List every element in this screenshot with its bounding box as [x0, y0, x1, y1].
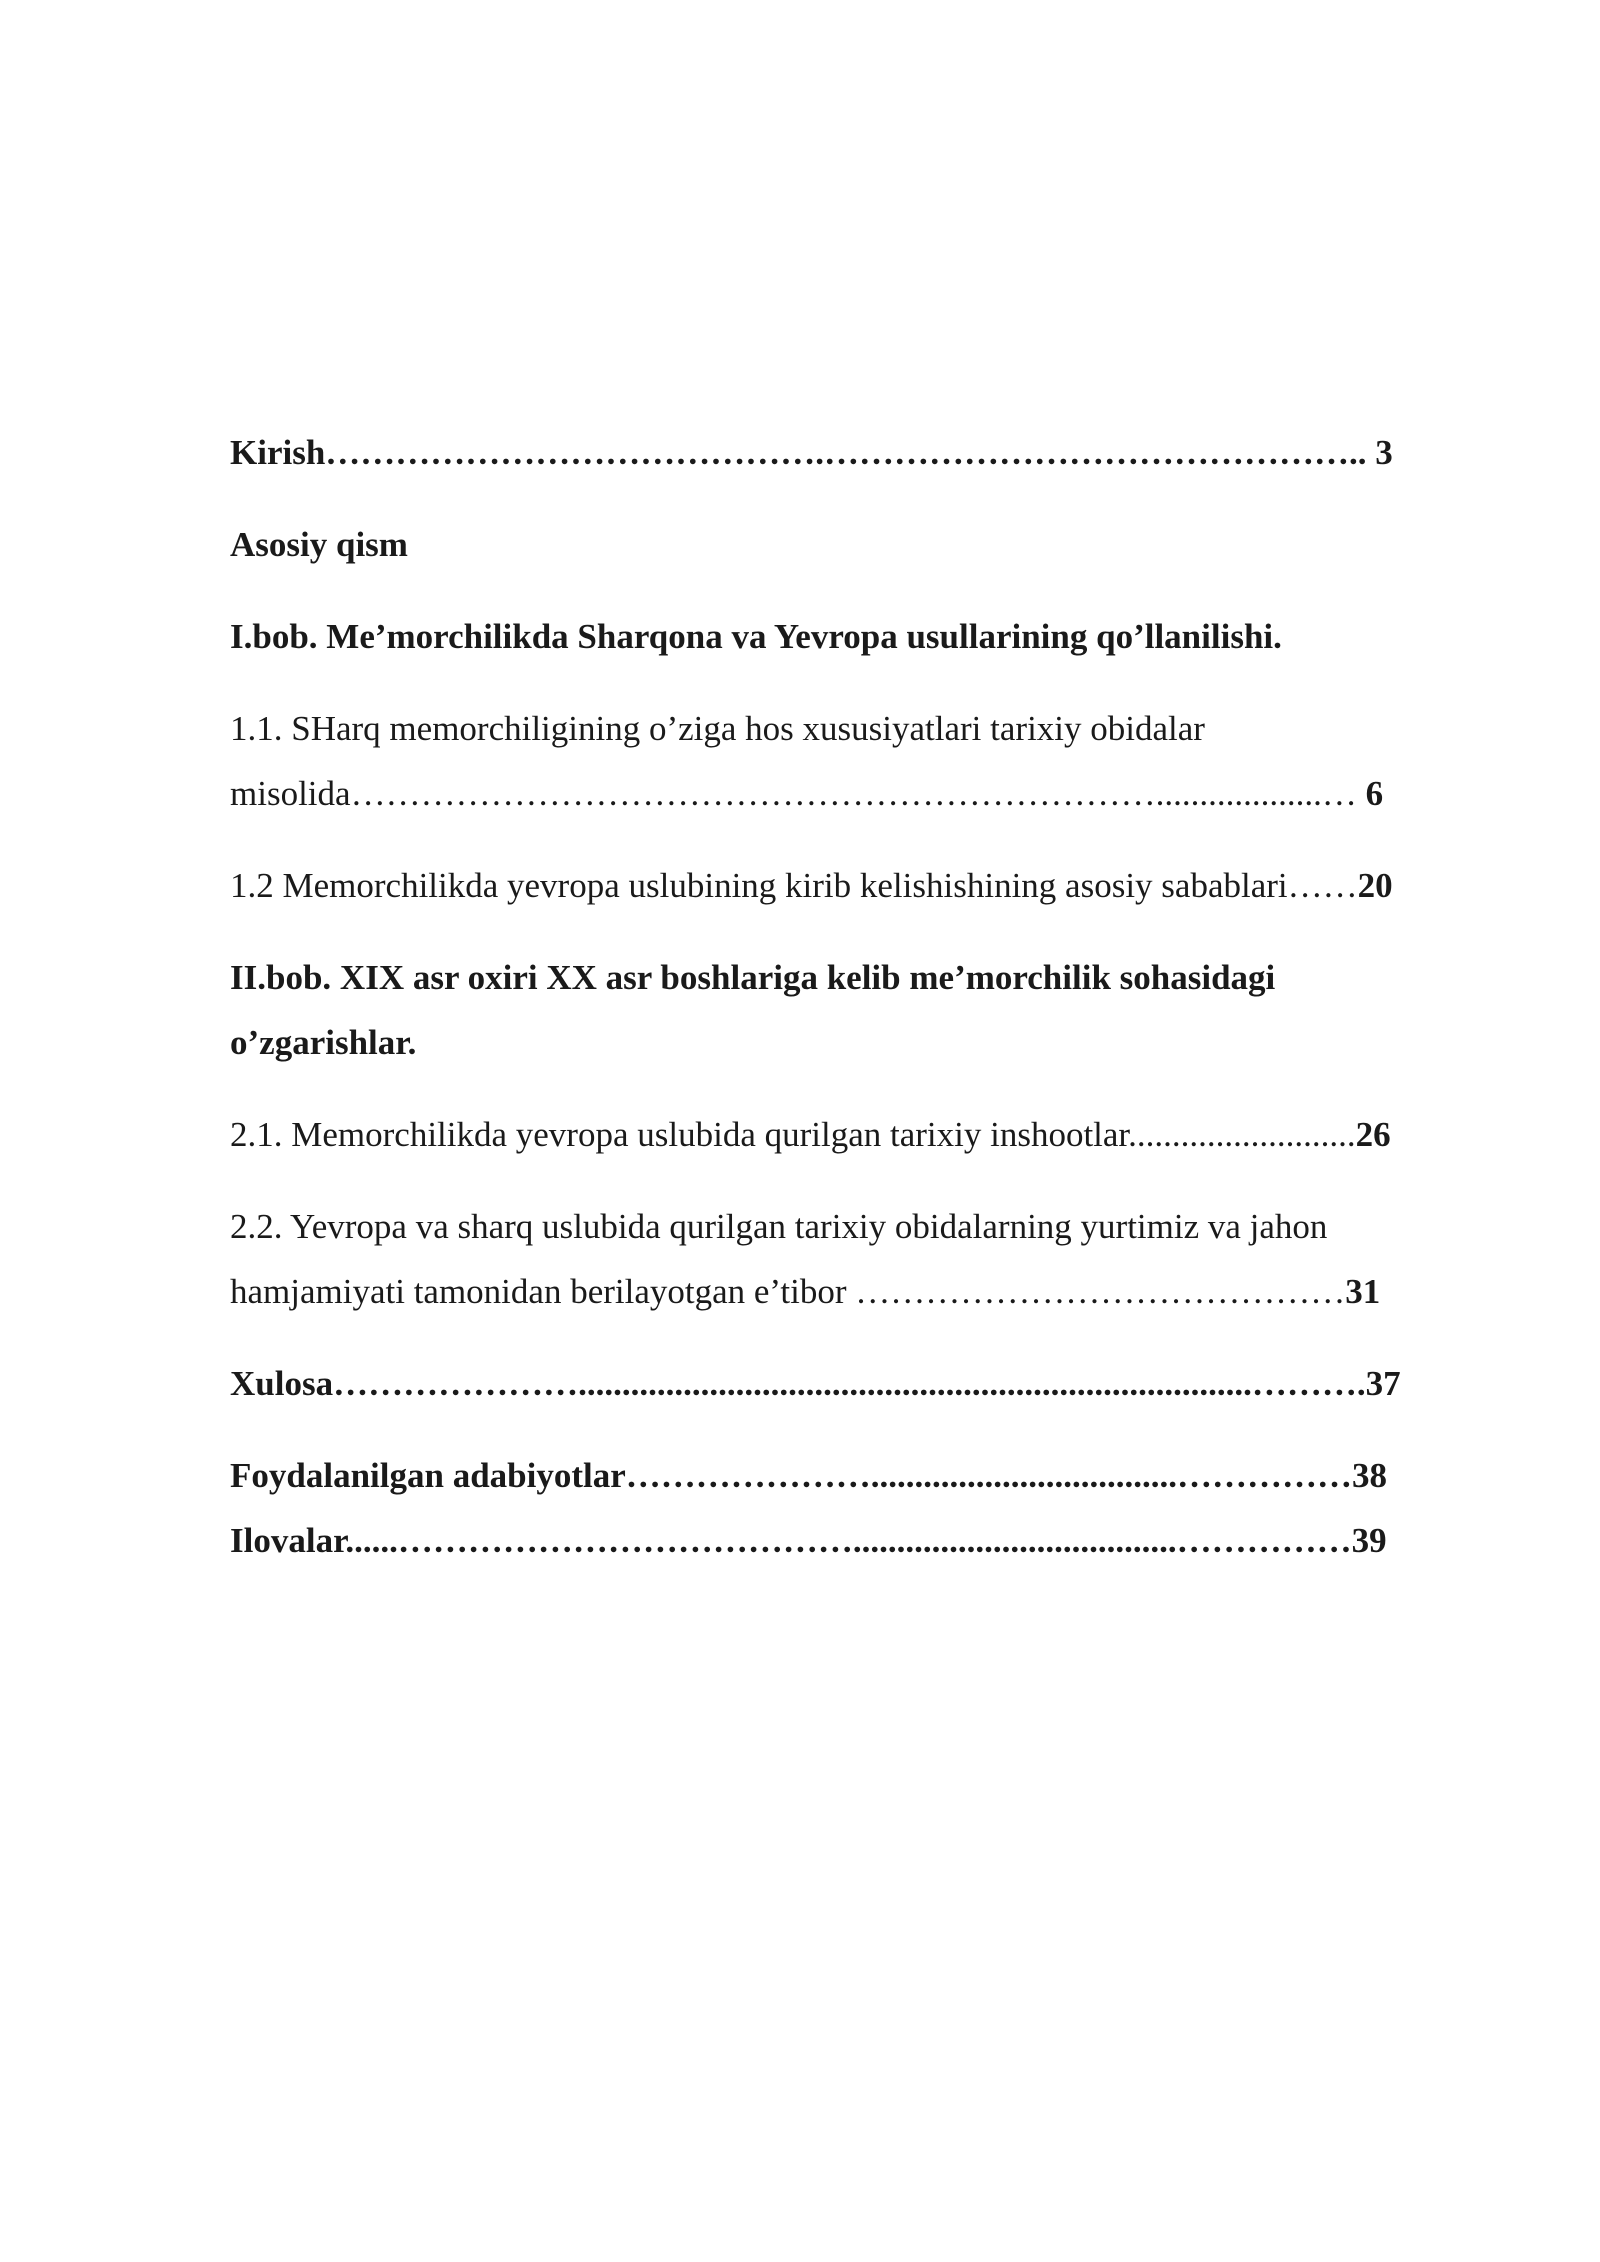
toc-title-line2: hamjamiyati tamonidan berilayotgan e’tibor	[230, 1272, 856, 1311]
toc-page-number: 3	[1366, 433, 1393, 472]
toc-page-number: 6	[1356, 774, 1384, 813]
toc-title: Kirish	[230, 433, 326, 472]
toc-leader-dots: ……………………………………………………………...................…	[350, 774, 1357, 813]
toc-title-line1: II.bob. XIX asr oxiri XX asr boshlariga kelib me’morchilik sohasidagi	[230, 958, 1276, 997]
toc-chapter-2[interactable]	[230, 945, 1490, 1075]
toc-title-line2: misolida	[230, 774, 351, 813]
toc-page-number: 39	[1351, 1521, 1387, 1560]
toc-entry-section-2-2[interactable]	[230, 1194, 1490, 1324]
toc-entry-kirish[interactable]	[230, 420, 1490, 485]
toc-leader-dots: ..........................	[1128, 1115, 1356, 1154]
toc-title: 1.2 Memorchilikda yevropa uslubining kirib kelishishining asosiy sabablari	[230, 866, 1288, 905]
toc-page-number: 38	[1352, 1456, 1388, 1495]
toc-title-line2: o’zgarishlar.	[230, 1023, 417, 1062]
toc-page-number: 26	[1355, 1115, 1391, 1154]
toc-entry-section-1-2[interactable]	[230, 853, 1490, 918]
toc-entry-xulosa[interactable]	[230, 1351, 1490, 1416]
toc-title-line1: 1.1. SHarq memorchiligining o’ziga hos xususiyatlari tarixiy obidalar	[230, 709, 1205, 748]
toc-leader-dots: ......………………………………….....................................……………	[345, 1521, 1352, 1560]
toc-heading-asosiy-qism	[230, 512, 1490, 577]
toc-entry-ilovalar[interactable]	[230, 1508, 1490, 1573]
toc-entry-section-1-1[interactable]	[230, 696, 1490, 826]
toc-page-number: 31	[1345, 1272, 1381, 1311]
toc-page-number: 37	[1365, 1364, 1401, 1403]
toc-page-number: 20	[1357, 866, 1393, 905]
toc-title: Asosiy qism	[230, 525, 408, 564]
toc-leader-dots: ……	[1287, 866, 1358, 905]
toc-title: 2.1. Memorchilikda yevropa uslubida qurilgan tarixiy inshootlar	[230, 1115, 1129, 1154]
toc-entry-section-2-1[interactable]	[230, 1102, 1490, 1167]
toc-leader-dots: ……………………………………	[855, 1272, 1346, 1311]
toc-title: Ilovalar	[230, 1521, 346, 1560]
toc-leader-dots: …………………………………….………………………………………..	[325, 433, 1367, 472]
toc-title-line1: 2.2. Yevropa va sharq uslubida qurilgan tarixiy obidalarning yurtimiz va jahon	[230, 1207, 1328, 1246]
toc-leader-dots: …………………...................................……………	[625, 1456, 1353, 1495]
toc-leader-dots: ………………….............................................................................……….	[333, 1364, 1366, 1403]
toc-title: I.bob. Me’morchilikda Sharqona va Yevropa usullarining qo’llanilishi.	[230, 617, 1282, 656]
toc-chapter-1[interactable]	[230, 604, 1490, 669]
toc-title: Xulosa	[230, 1364, 334, 1403]
toc-entry-foydalanilgan-adabiyotlar[interactable]	[230, 1443, 1490, 1508]
toc-title: Foydalanilgan adabiyotlar	[230, 1456, 626, 1495]
table-of-contents	[230, 420, 1490, 1600]
